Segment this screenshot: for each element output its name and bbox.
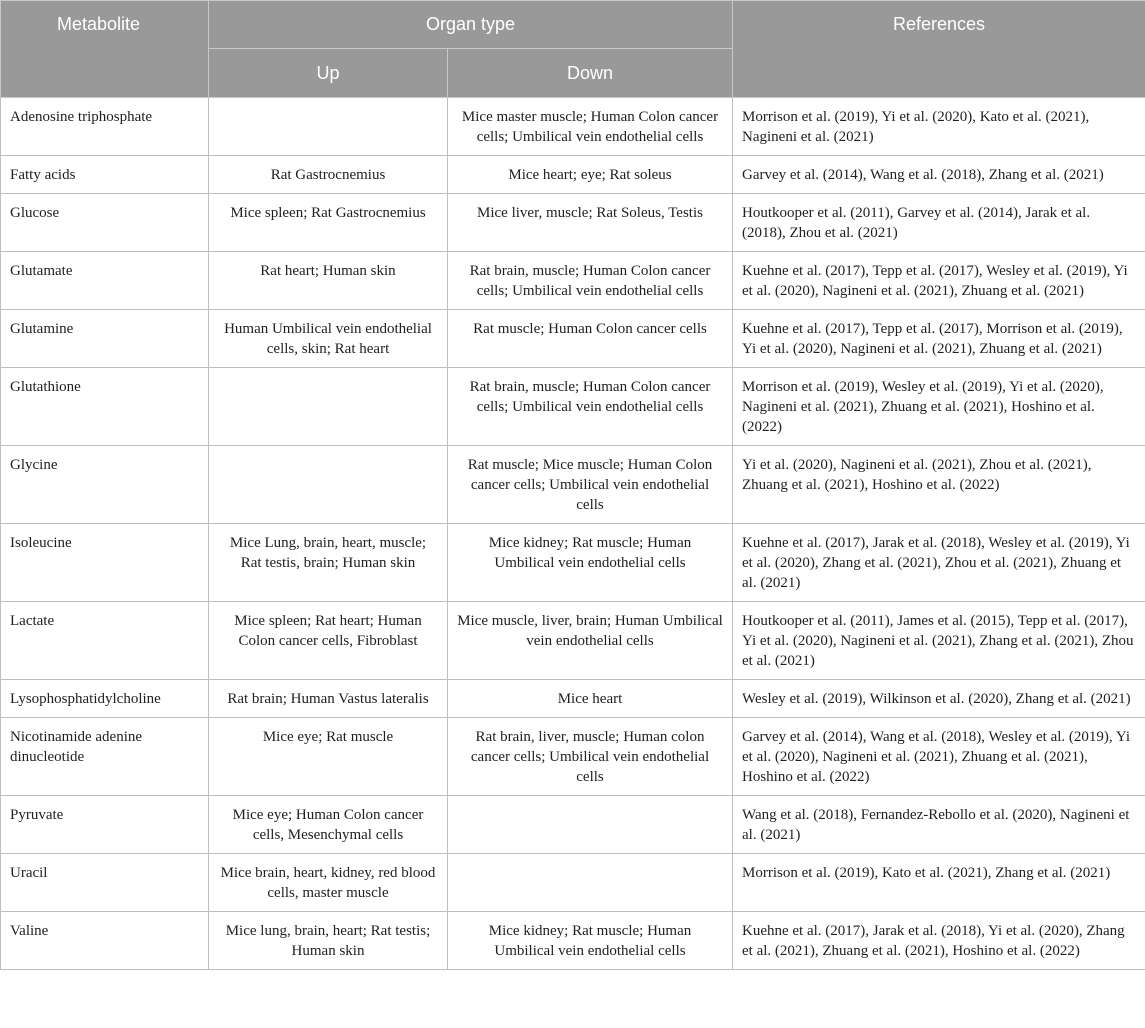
table-row	[1, 446, 1145, 524]
metabolite-cell: Uracil	[1, 854, 209, 912]
up-cell: Mice spleen; Rat Gastrocnemius	[209, 194, 448, 252]
up-cell: Mice spleen; Rat heart; Human Colon cancer cells, Fibroblast	[209, 602, 448, 680]
metabolite-cell: Valine	[1, 912, 209, 970]
metabolite-cell: Adenosine triphosphate	[1, 98, 209, 156]
references-cell: Morrison et al. (2019), Wesley et al. (2019), Yi et al. (2020), Nagineni et al. (2021), Zhuang et al. (2021), Hoshino et al. (2022)	[733, 368, 1145, 446]
table-row	[1, 98, 1145, 156]
metabolite-cell: Glucose	[1, 194, 209, 252]
table-row	[1, 854, 1145, 912]
metabolite-cell: Glutathione	[1, 368, 209, 446]
table-row	[1, 796, 1145, 854]
metabolite-cell: Nicotinamide adenine dinucleotide	[1, 718, 209, 796]
down-cell: Rat muscle; Mice muscle; Human Colon cancer cells; Umbilical vein endothelial cells	[448, 446, 733, 524]
up-cell: Mice eye; Human Colon cancer cells, Mesenchymal cells	[209, 796, 448, 854]
references-cell: Morrison et al. (2019), Kato et al. (2021), Zhang et al. (2021)	[733, 854, 1145, 912]
up-cell	[209, 446, 448, 524]
up-cell: Mice eye; Rat muscle	[209, 718, 448, 796]
up-cell: Rat Gastrocnemius	[209, 156, 448, 194]
metabolite-cell: Glutamine	[1, 310, 209, 368]
down-cell: Mice heart	[448, 680, 733, 718]
table-row	[1, 718, 1145, 796]
references-cell: Houtkooper et al. (2011), Garvey et al. (2014), Jarak et al. (2018), Zhou et al. (2021)	[733, 194, 1145, 252]
down-cell: Mice muscle, liver, brain; Human Umbilical vein endothelial cells	[448, 602, 733, 680]
references-cell: Kuehne et al. (2017), Jarak et al. (2018), Wesley et al. (2019), Yi et al. (2020), Zhang et al. (2021), Zhou et al. (2021), Zhuang et al. (2021)	[733, 524, 1145, 602]
metabolite-cell: Glycine	[1, 446, 209, 524]
up-cell	[209, 368, 448, 446]
header-up: Up	[209, 49, 448, 98]
references-cell: Kuehne et al. (2017), Jarak et al. (2018), Yi et al. (2020), Zhang et al. (2021), Zhuang et al. (2021), Hoshino et al. (2022)	[733, 912, 1145, 970]
metabolite-cell: Lactate	[1, 602, 209, 680]
down-cell	[448, 854, 733, 912]
up-cell: Rat brain; Human Vastus lateralis	[209, 680, 448, 718]
table-row	[1, 602, 1145, 680]
metabolite-cell: Glutamate	[1, 252, 209, 310]
up-cell	[209, 98, 448, 156]
references-cell: Yi et al. (2020), Nagineni et al. (2021), Zhou et al. (2021), Zhuang et al. (2021), Hoshino et al. (2022)	[733, 446, 1145, 524]
down-cell: Mice heart; eye; Rat soleus	[448, 156, 733, 194]
references-cell: Wang et al. (2018), Fernandez-Rebollo et al. (2020), Nagineni et al. (2021)	[733, 796, 1145, 854]
down-cell: Mice kidney; Rat muscle; Human Umbilical vein endothelial cells	[448, 524, 733, 602]
header-organ-type: Organ type	[209, 1, 733, 49]
references-cell: Wesley et al. (2019), Wilkinson et al. (2020), Zhang et al. (2021)	[733, 680, 1145, 718]
up-cell: Rat heart; Human skin	[209, 252, 448, 310]
down-cell: Mice kidney; Rat muscle; Human Umbilical vein endothelial cells	[448, 912, 733, 970]
table-row	[1, 252, 1145, 310]
table-row	[1, 368, 1145, 446]
down-cell: Mice master muscle; Human Colon cancer cells; Umbilical vein endothelial cells	[448, 98, 733, 156]
header-down: Down	[448, 49, 733, 98]
table-row	[1, 912, 1145, 970]
metabolite-cell: Isoleucine	[1, 524, 209, 602]
table-row	[1, 156, 1145, 194]
up-cell: Human Umbilical vein endothelial cells, skin; Rat heart	[209, 310, 448, 368]
table-row	[1, 310, 1145, 368]
table-row	[1, 524, 1145, 602]
down-cell: Rat muscle; Human Colon cancer cells	[448, 310, 733, 368]
down-cell: Rat brain, muscle; Human Colon cancer cells; Umbilical vein endothelial cells	[448, 368, 733, 446]
up-cell: Mice Lung, brain, heart, muscle; Rat testis, brain; Human skin	[209, 524, 448, 602]
down-cell: Rat brain, muscle; Human Colon cancer cells; Umbilical vein endothelial cells	[448, 252, 733, 310]
references-cell: Kuehne et al. (2017), Tepp et al. (2017), Morrison et al. (2019), Yi et al. (2020), Nagineni et al. (2021), Zhuang et al. (2021)	[733, 310, 1145, 368]
references-cell: Kuehne et al. (2017), Tepp et al. (2017), Wesley et al. (2019), Yi et al. (2020), Nagineni et al. (2021), Zhuang et al. (2021)	[733, 252, 1145, 310]
header-references: References	[733, 1, 1145, 98]
up-cell: Mice brain, heart, kidney, red blood cells, master muscle	[209, 854, 448, 912]
table-row	[1, 194, 1145, 252]
metabolite-cell: Fatty acids	[1, 156, 209, 194]
table-body	[1, 98, 1145, 970]
table-row	[1, 680, 1145, 718]
down-cell: Rat brain, liver, muscle; Human colon cancer cells; Umbilical vein endothelial cells	[448, 718, 733, 796]
metabolite-cell: Lysophosphatidylcholine	[1, 680, 209, 718]
metabolite-cell: Pyruvate	[1, 796, 209, 854]
up-cell: Mice lung, brain, heart; Rat testis; Human skin	[209, 912, 448, 970]
references-cell: Morrison et al. (2019), Yi et al. (2020), Kato et al. (2021), Nagineni et al. (2021)	[733, 98, 1145, 156]
references-cell: Garvey et al. (2014), Wang et al. (2018), Zhang et al. (2021)	[733, 156, 1145, 194]
down-cell	[448, 796, 733, 854]
references-cell: Garvey et al. (2014), Wang et al. (2018), Wesley et al. (2019), Yi et al. (2020), Nagineni et al. (2021), Zhuang et al. (2021), Hoshino et al. (2022)	[733, 718, 1145, 796]
down-cell: Mice liver, muscle; Rat Soleus, Testis	[448, 194, 733, 252]
references-cell: Houtkooper et al. (2011), James et al. (2015), Tepp et al. (2017), Yi et al. (2020), Nagineni et al. (2021), Zhang et al. (2021), Zhou et al. (2021)	[733, 602, 1145, 680]
header-metabolite: Metabolite	[1, 1, 209, 98]
